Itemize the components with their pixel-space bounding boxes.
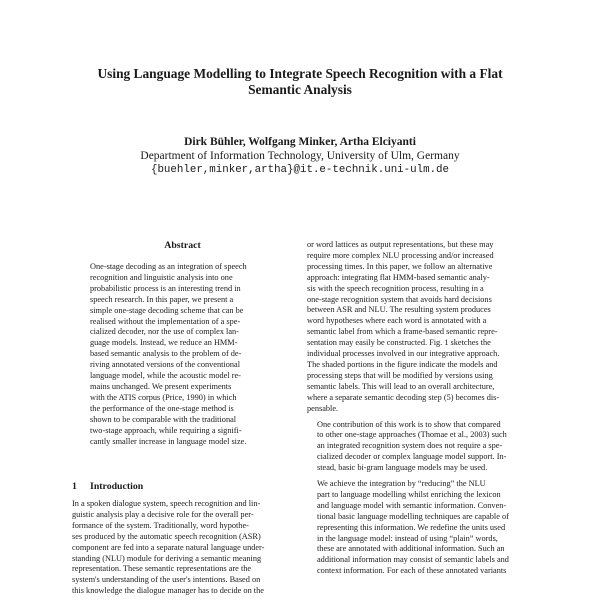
text-line: one-stage recognition system that avoids hard decisions bbox=[307, 294, 492, 304]
text-line: sis with the speech recognition process, resulting in a bbox=[307, 283, 484, 293]
section-number: 1 bbox=[72, 481, 77, 492]
paper-title bbox=[60, 66, 540, 98]
text-line: processing times. In this paper, we follow an alternative bbox=[307, 261, 493, 271]
text-line: ses produced by the automatic speech recognition (ASR) bbox=[72, 531, 261, 541]
text-line: cantly smaller increase in language model size. bbox=[90, 436, 247, 446]
text-line: simple one-stage decoding scheme that can be bbox=[90, 305, 244, 315]
text-line: recognition and linguistic analysis into one bbox=[90, 272, 233, 282]
text-line: shown to be comparable with the traditional bbox=[90, 414, 237, 424]
text-line: this knowledge the dialogue manager has to decide on the bbox=[72, 586, 264, 596]
text-line: guistic analysis play a decisive role for the overall per- bbox=[72, 509, 254, 519]
text-line: or word lattices as output representations, but these may bbox=[307, 240, 494, 249]
text-line: require more complex NLU processing and/or increased bbox=[307, 250, 494, 260]
paragraph bbox=[307, 240, 530, 415]
section-heading bbox=[72, 481, 292, 493]
paragraph bbox=[307, 479, 530, 577]
text-line: stead, basic bi-gram language models may be used. bbox=[317, 463, 488, 473]
text-line: processing steps that will be modified by versions using bbox=[307, 370, 493, 380]
text-line: riving annotated versions of the conventional bbox=[90, 360, 240, 370]
author-email: {buehler,minker,artha}@it.e-technik.uni-ulm.de bbox=[150, 164, 450, 176]
text-line: realised without the implementation of a spe- bbox=[90, 316, 241, 326]
abstract-body bbox=[90, 262, 275, 447]
text-line: where a separate semantic decoding step (5) becomes dis- bbox=[307, 392, 500, 402]
text-line: based semantic analysis to the problem of de- bbox=[90, 349, 242, 359]
text-line: In a spoken dialogue system, speech recognition and lin- bbox=[72, 499, 261, 508]
text-line: mains unchanged. We present experiments bbox=[90, 381, 232, 391]
text-line: speech research. In this paper, we present a bbox=[90, 294, 234, 304]
text-line: standing (NLU) module for deriving a semantic meaning bbox=[72, 553, 262, 563]
text-line: We achieve the integration by “reducing” the NLU bbox=[317, 479, 486, 489]
text-line: semantic labels. This will lead to an overall architecture, bbox=[307, 381, 495, 391]
text-line: additional information may consist of semantic labels and bbox=[317, 555, 509, 565]
section-body bbox=[72, 499, 294, 597]
text-line: approach: integrating flat HMM-based semantic analy- bbox=[307, 272, 490, 282]
text-line: and language model with semantic information. Conven- bbox=[317, 500, 507, 510]
title-line: Using Language Modelling to Integrate Speech Recognition with a Flat bbox=[97, 66, 503, 81]
section-title: Introduction bbox=[90, 481, 144, 492]
text-line: part to language modelling whilst enriching the lexicon bbox=[317, 489, 501, 499]
text-line: cialized decoder or complex language model support. In- bbox=[317, 452, 507, 462]
text-line: two-stage approach, while requiring a signifi- bbox=[90, 425, 242, 435]
text-line: system's understanding of the user's intentions. Based on bbox=[72, 575, 261, 585]
text-line: to other one-stage approaches (Thomae et al., 2003) such bbox=[317, 430, 507, 440]
text-line: context information. For each of these annotated variants bbox=[317, 566, 507, 576]
text-line: guage models. Instead, we reduce an HMM- bbox=[90, 338, 238, 348]
text-line: individual processes involved in our integrative approach. bbox=[307, 349, 500, 359]
text-line: with the ATIS corpus (Price, 1990) in which bbox=[90, 392, 237, 402]
text-line: representation. These semantic representations are the bbox=[72, 564, 252, 574]
text-line: probabilistic process is an interesting trend in bbox=[90, 283, 241, 293]
author-list: Dirk Bühler, Wolfgang Minker, Artha Elciyanti bbox=[184, 136, 416, 148]
right-column bbox=[307, 240, 530, 577]
text-line: the performance of the one-stage method is bbox=[90, 403, 234, 413]
text-line: formance of the system. Traditionally, word hypothe- bbox=[72, 520, 249, 530]
text-line: cialized decoder, nor the use of complex lan- bbox=[90, 327, 239, 337]
text-line: One-stage decoding as an integration of speech bbox=[90, 262, 247, 271]
text-line: semantic label from which a frame-based semantic repre- bbox=[307, 327, 498, 337]
affiliation: Department of Information Technology, University of Ulm, Germany bbox=[140, 150, 460, 162]
text-line: tional basic language modelling techniques are capable of bbox=[317, 511, 509, 521]
text-line: these are annotated with additional information. Such an bbox=[317, 544, 505, 554]
paragraph bbox=[307, 420, 530, 475]
title-line: Semantic Analysis bbox=[248, 82, 352, 97]
text-line: representing this information. We redefine the units used bbox=[317, 522, 506, 532]
text-line: between ASR and NLU. The resulting system produces bbox=[307, 305, 491, 315]
text-line: sentation may easily be constructed. Fig. 1 sketches the bbox=[307, 338, 491, 348]
text-line: an integrated recognition system does not require a spe- bbox=[317, 441, 503, 451]
text-line: component are fed into a separate natural language under- bbox=[72, 542, 265, 552]
text-line: One contribution of this work is to show that compared bbox=[317, 419, 501, 429]
text-line: pensable. bbox=[307, 403, 339, 413]
abstract-heading: Abstract bbox=[164, 240, 201, 251]
text-line: language model, while the acoustic model re- bbox=[90, 371, 241, 381]
text-line: word hypotheses where each word is annotated with a bbox=[307, 316, 487, 326]
text-line: in the language model: instead of using “plain” words, bbox=[317, 533, 498, 543]
text-line: The shaded portions in the figure indicate the models and bbox=[307, 359, 498, 369]
